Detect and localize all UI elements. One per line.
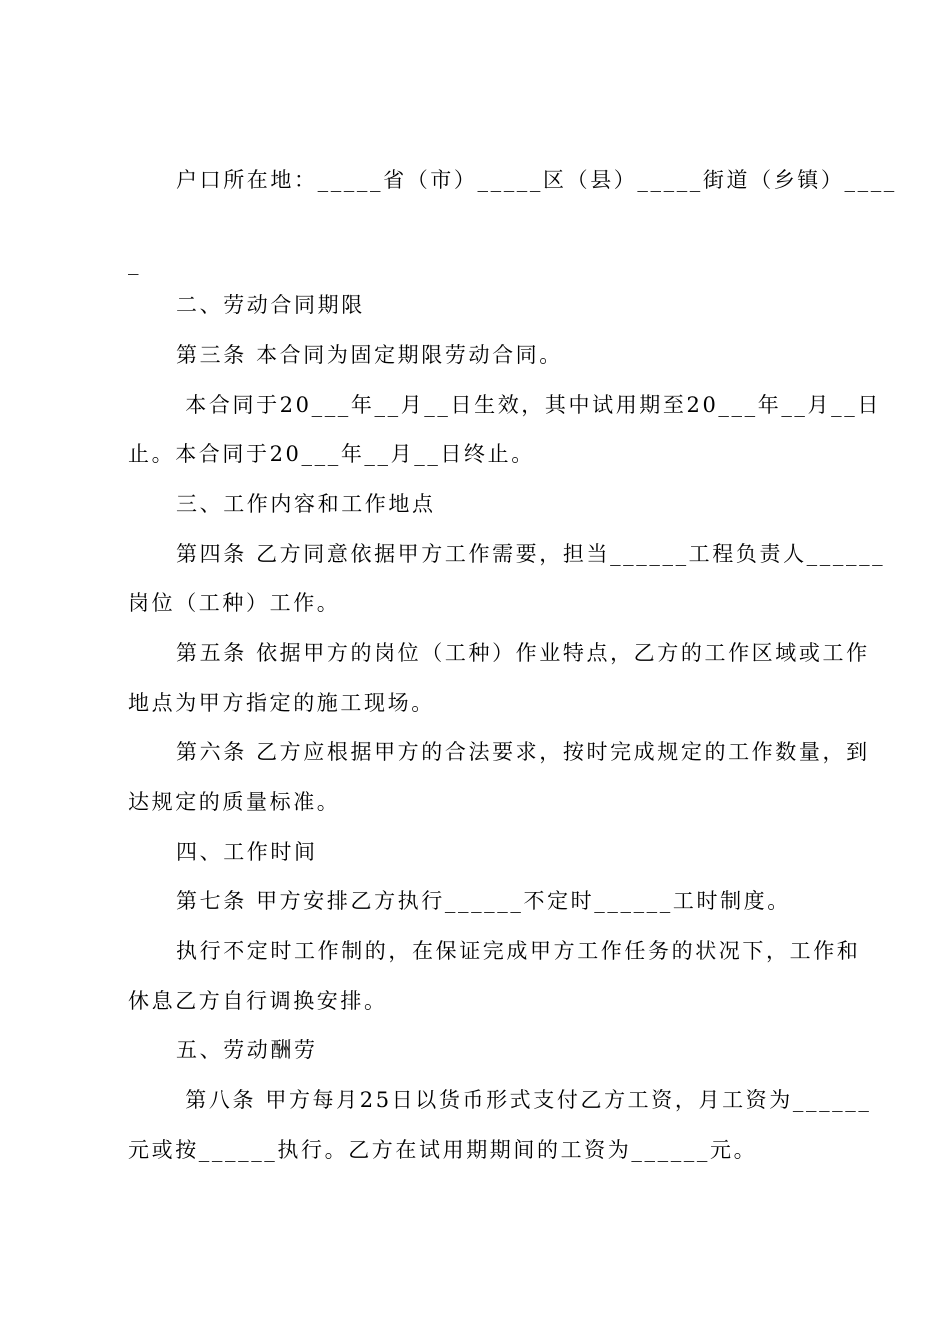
article-7-flexible-line: 执行不定时工作制的，在保证完成甲方工作任务的状况下，工作和 <box>176 939 861 963</box>
article-7-continuation: 休息乙方自行调换安排。 <box>128 989 388 1013</box>
article-5-line: 第五条 依据甲方的岗位（工种）作业特点，乙方的工作区域或工作 <box>176 641 870 665</box>
article-3-line: 第三条 本合同为固定期限劳动合同。 <box>176 343 563 367</box>
household-address-continuation: _ <box>128 251 142 275</box>
section-heading-work-content: 三、工作内容和工作地点 <box>176 492 436 516</box>
section-heading-work-time: 四、工作时间 <box>176 840 318 864</box>
article-8-line: 第八条 甲方每月25日以货币形式支付乙方工资，月工资为______ <box>176 1088 872 1112</box>
section-heading-remuneration: 五、劳动酬劳 <box>176 1038 318 1062</box>
article-7-line: 第七条 甲方安排乙方执行______不定时______工时制度。 <box>176 889 791 913</box>
article-6-line: 第六条 乙方应根据甲方的合法要求，按时完成规定的工作数量，到 <box>176 740 870 764</box>
article-6-continuation: 达规定的质量标准。 <box>128 790 341 814</box>
article-4-continuation: 岗位（工种）工作。 <box>128 591 341 615</box>
household-address-line: 户口所在地：_____省（市）_____区（县）_____街道（乡镇）____ <box>176 168 897 192</box>
article-5-continuation: 地点为甲方指定的施工现场。 <box>128 691 435 715</box>
article-3-termination-line: 止。本合同于20___年__月__日终止。 <box>128 442 535 466</box>
article-4-line: 第四条 乙方同意依据甲方工作需要，担当______工程负责人______ <box>176 542 886 566</box>
article-3-effective-line: 本合同于20___年__月__日生效，其中试用期至20___年__月__日 <box>176 393 881 417</box>
article-8-continuation: 元或按______执行。乙方在试用期期间的工资为______元。 <box>128 1138 758 1162</box>
section-heading-contract-term: 二、劳动合同期限 <box>176 293 365 317</box>
